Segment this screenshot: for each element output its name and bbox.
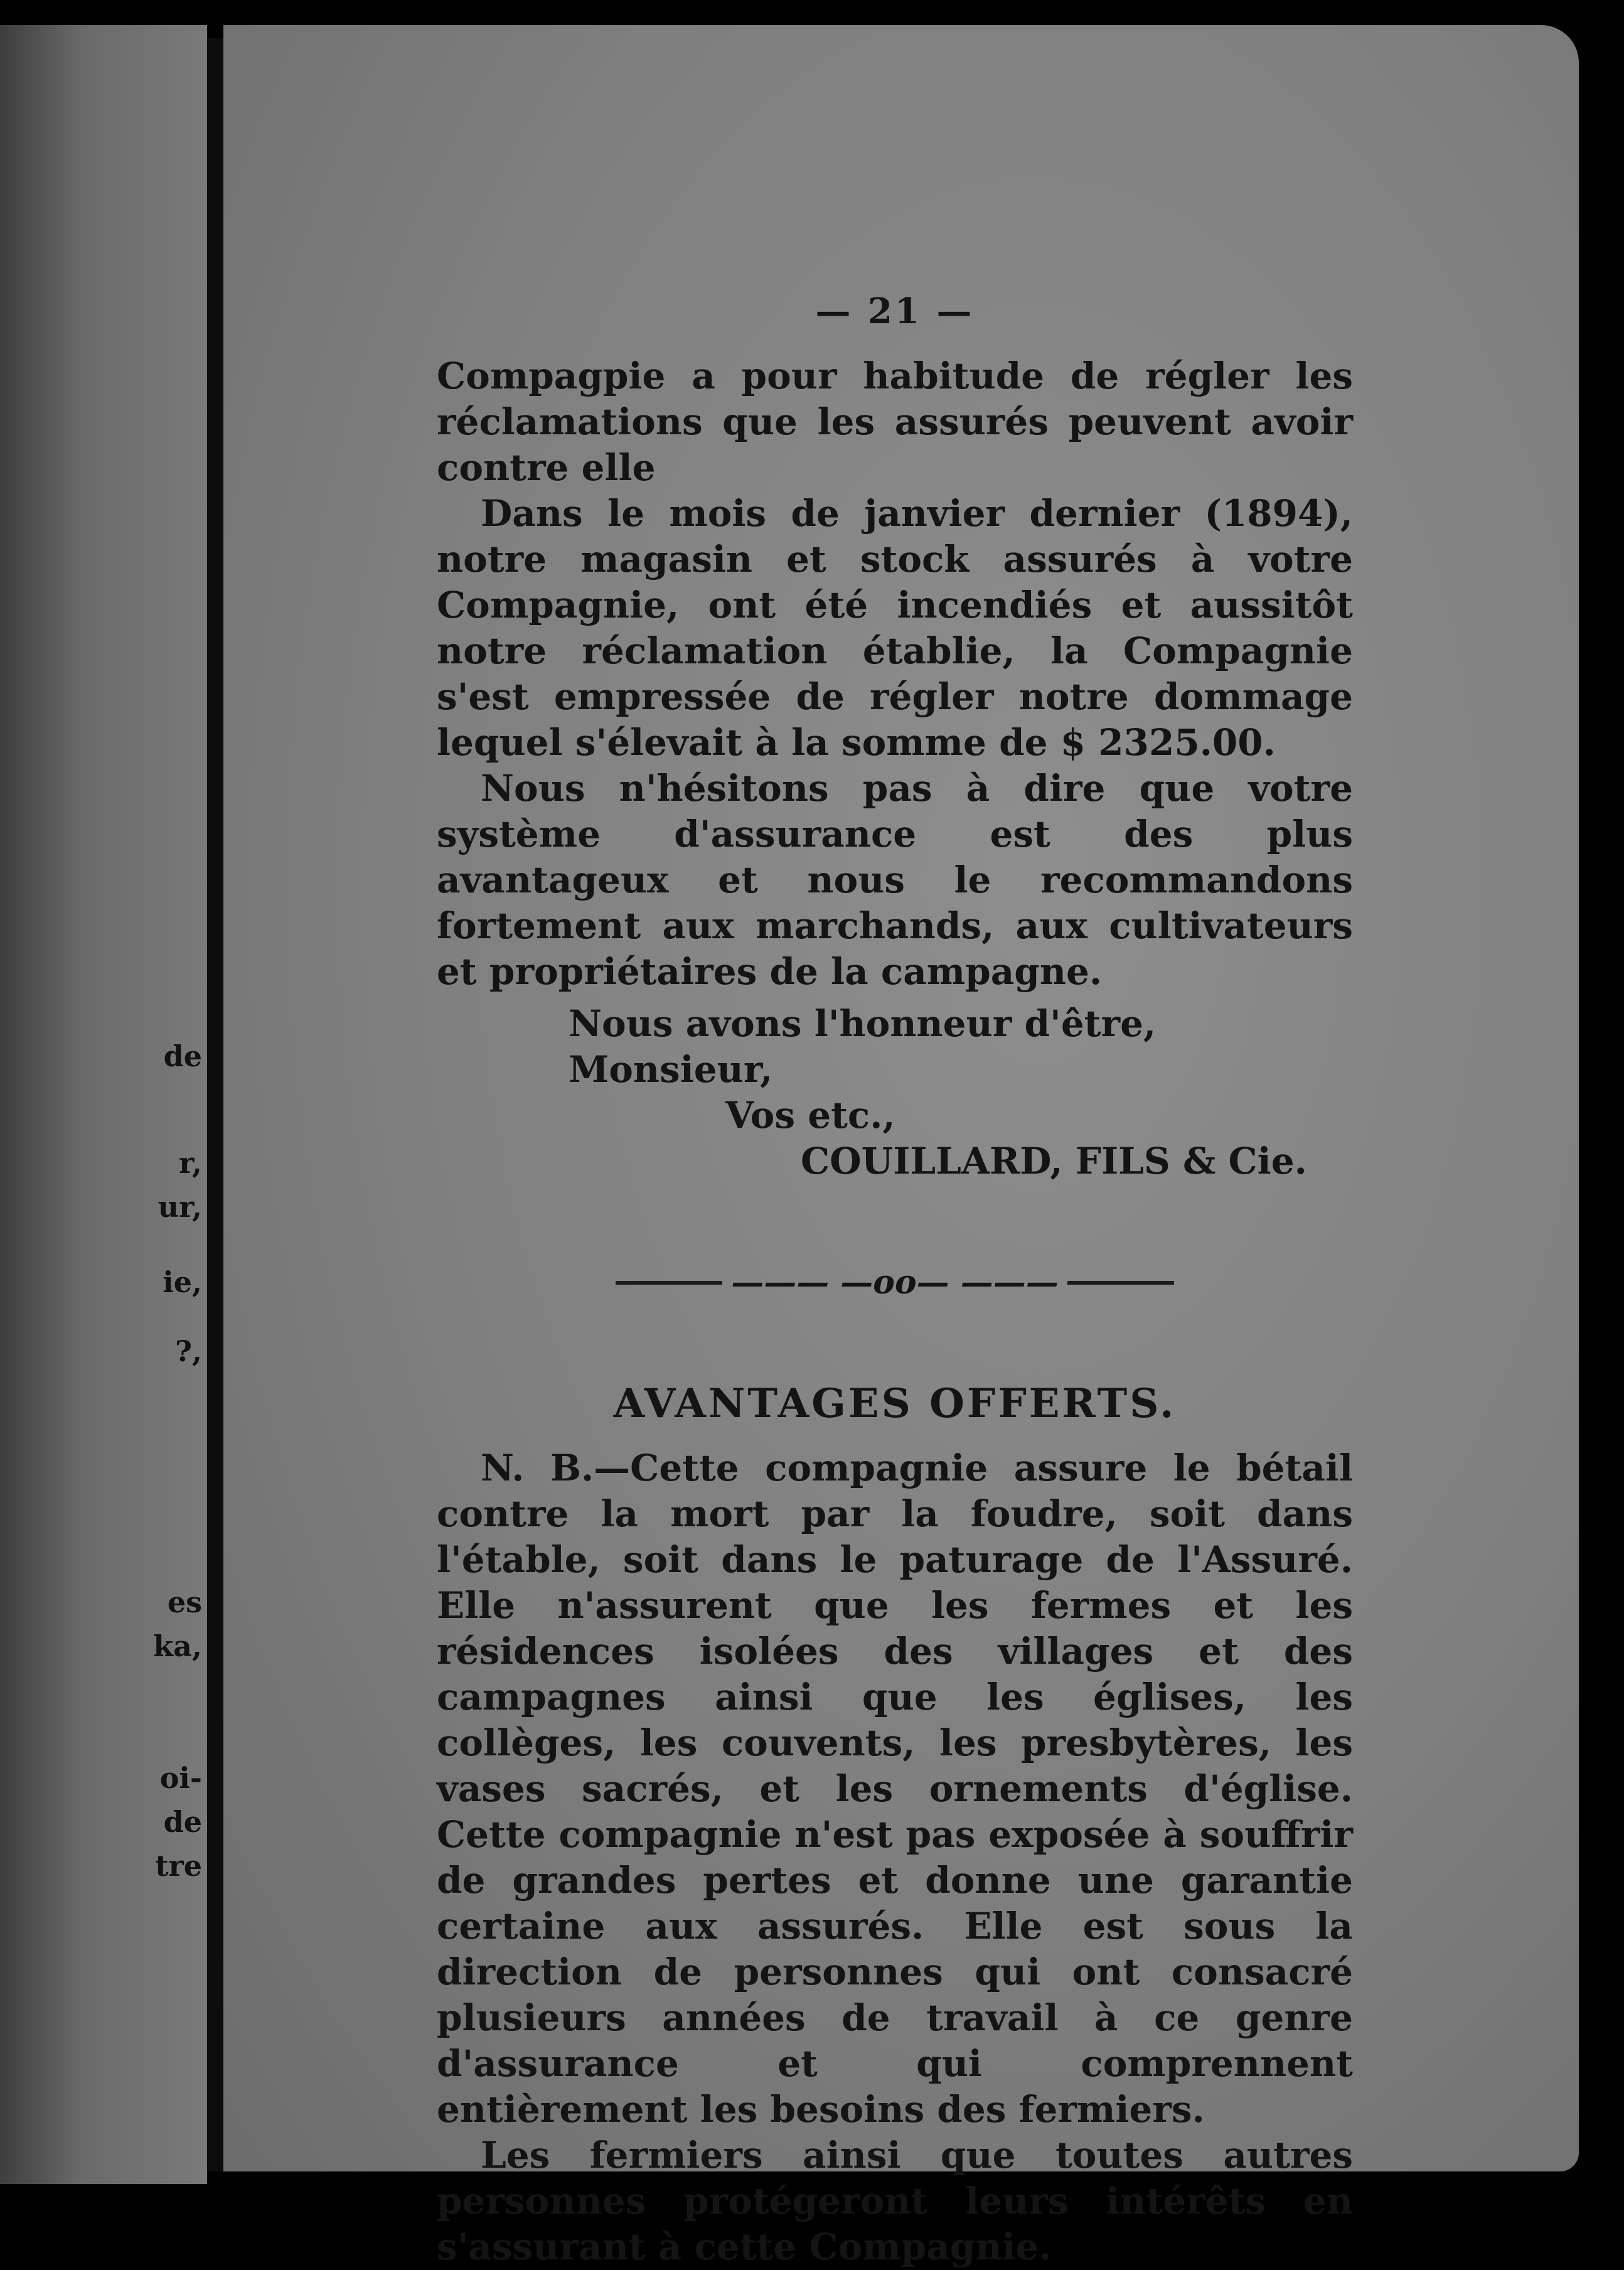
separator-rule	[616, 1281, 722, 1285]
letter-paragraph: Compagpie a pour habitude de régler les réclamations que les assurés peuvent avoir contre elle	[437, 355, 1353, 489]
letter-paragraph: Dans le mois de janvier dernier (1894), notre magasin et stock assurés à votre Compagnie, ont été incendiés et aussitôt notre réclamation établie, la Compagnie s'est empressée de régler notre dommage lequel s'élevait à la somme de $ 2325.00.	[437, 492, 1353, 764]
letter-closing	[437, 1001, 1353, 1184]
valediction: Vos etc.,	[725, 1094, 895, 1137]
left-page-fragment: ie,	[163, 1265, 202, 1299]
letter-paragraph: Nous n'hésitons pas à dire que votre système d'assurance est des plus avantageux et nous le recommandons fortement aux marchands, aux cultivateurs et propriétaires de la campagne.	[437, 767, 1353, 993]
left-page-fragment: oi-	[159, 1761, 202, 1795]
separator-ornament: ——— —oo— ———	[731, 1263, 1059, 1302]
left-page-fragment: r,	[179, 1146, 202, 1180]
left-page-fragment: ?,	[175, 1334, 202, 1368]
separator-rule	[1067, 1281, 1174, 1285]
page-number: — 21 —	[815, 291, 975, 332]
section-separator	[437, 1260, 1353, 1305]
left-page-fragment: de	[163, 1039, 202, 1073]
salutation: Nous avons l'honneur d'être, Monsieur,	[569, 1002, 1157, 1091]
section-paragraph: N. B.—Cette compagnie assure le bétail contre la mort par la foudre, soit dans l'étable, soit dans le paturage de l'Assuré. Elle n'assurent que les fermes et les résidences isolées des villages et des campagnes ainsi que les églises, les collèges, les couvents, les presbytères, les vases sacrés, et les ornements d'église. Cette compagnie n'est pas exposée à souffrir de grandes pertes et donne une garantie certaine aux assurés. Elle est sous la direction de personnes qui ont consacré plusieurs années de travail à ce genre d'assurance et qui comprennent entièrement les besoins des fermiers.	[437, 1447, 1353, 2131]
adjacent-page	[0, 25, 207, 2184]
signature: COUILLARD, FILS & Cie.	[801, 1140, 1307, 1182]
book-spine	[207, 38, 223, 2171]
left-page-fragment: tre	[155, 1849, 202, 1883]
left-page-fragment: ur,	[158, 1190, 202, 1224]
left-page-fragment: de	[163, 1805, 202, 1839]
left-page-fragment: ka,	[153, 1629, 202, 1663]
left-page-fragment: es	[167, 1585, 202, 1619]
section-paragraph: Les fermiers ainsi que toutes autres personnes protégeront leurs intérêts en s'assurant à cette Compagnie.	[437, 2134, 1353, 2268]
page-content	[437, 289, 1353, 2270]
document-page	[223, 25, 1579, 2268]
section-title: AVANTAGES OFFERTS.	[613, 1380, 1177, 1427]
